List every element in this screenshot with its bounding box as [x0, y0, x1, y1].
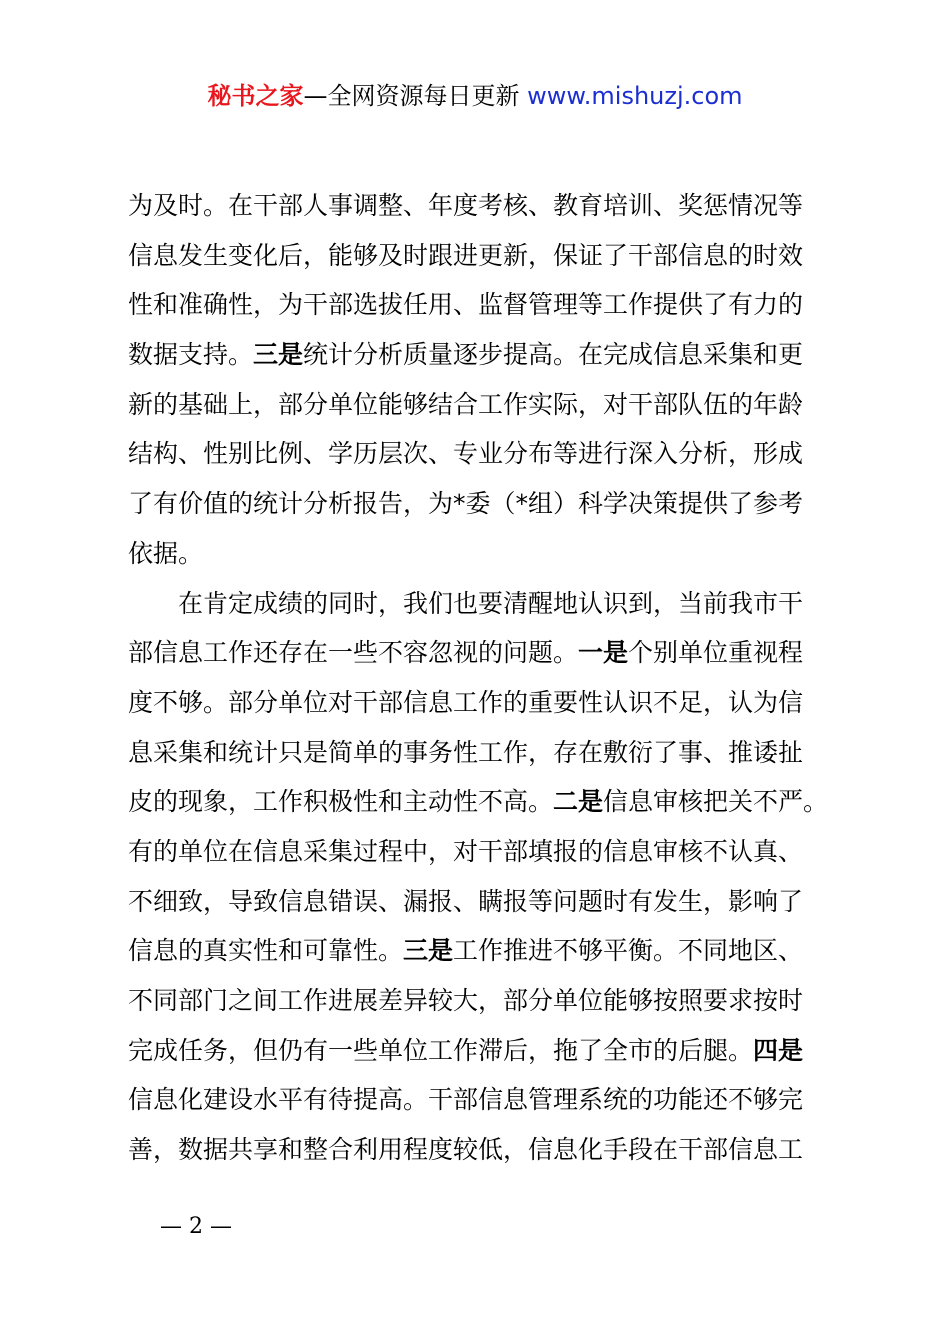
- site-header: [0, 80, 950, 112]
- text-line: 了有价值的统计分析报告，为*委（*组）科学决策提供了参考: [128, 489, 804, 519]
- point-marker: 三是: [253, 340, 304, 370]
- text-line: 信息发生变化后，能够及时跟进更新，保证了干部信息的时效: [128, 240, 804, 270]
- point-marker: 一是: [578, 638, 629, 668]
- text-line: 善，数据共享和整合利用程度较低，信息化手段在干部信息工: [128, 1135, 804, 1165]
- text-line: 结构、性别比例、学历层次、专业分布等进行深入分析，形成: [128, 439, 804, 469]
- text-line: 依据。: [128, 538, 204, 568]
- site-url[interactable]: www.mishuzj.com: [527, 82, 743, 110]
- point-marker: 三是: [403, 936, 454, 966]
- text-line: 度不够。部分单位对干部信息工作的重要性认识不足，认为信: [128, 687, 804, 717]
- text-line: 有的单位在信息采集过程中，对干部填报的信息审核不认真、: [128, 836, 804, 866]
- text-line: 新的基础上，部分单位能够结合工作实际，对干部队伍的年龄: [128, 389, 804, 419]
- text-line: 部信息工作还存在一些不容忽视的问题。一是个别单位重视程: [128, 638, 804, 668]
- text-line: 为及时。在干部人事调整、年度考核、教育培训、奖惩情况等: [128, 191, 804, 220]
- site-slogan: —全网资源每日更新: [303, 82, 528, 110]
- text-line: 不同部门之间工作进展差异较大，部分单位能够按照要求按时: [128, 986, 804, 1015]
- brand-name: 秘书之家: [207, 82, 304, 110]
- page-number: — 2 —: [160, 1214, 232, 1239]
- text-line: 信息的真实性和可靠性。三是工作推进不够平衡。不同地区、: [128, 936, 804, 966]
- text-line: 皮的现象，工作积极性和主动性不高。二是信息审核把关不严。: [128, 787, 829, 817]
- text-line: 息采集和统计只是简单的事务性工作，存在敷衍了事、推诿扯: [128, 737, 804, 767]
- text-line: 信息化建设水平有待提高。干部信息管理系统的功能还不够完: [128, 1085, 804, 1115]
- point-marker: 二是: [553, 787, 604, 817]
- text-line: 完成任务，但仍有一些单位工作滞后，拖了全市的后腿。四是: [128, 1035, 804, 1065]
- point-marker: 四是: [753, 1035, 804, 1065]
- document-body: [128, 181, 834, 1175]
- paragraph-start-line: 在肯定成绩的同时，我们也要清醒地认识到，当前我市干: [178, 588, 804, 618]
- text-line: 性和准确性，为干部选拔任用、监督管理等工作提供了有力的: [128, 290, 804, 320]
- text-line: 数据支持。三是统计分析质量逐步提高。在完成信息采集和更: [128, 340, 804, 370]
- text-line: 不细致，导致信息错误、漏报、瞒报等问题时有发生，影响了: [128, 886, 804, 916]
